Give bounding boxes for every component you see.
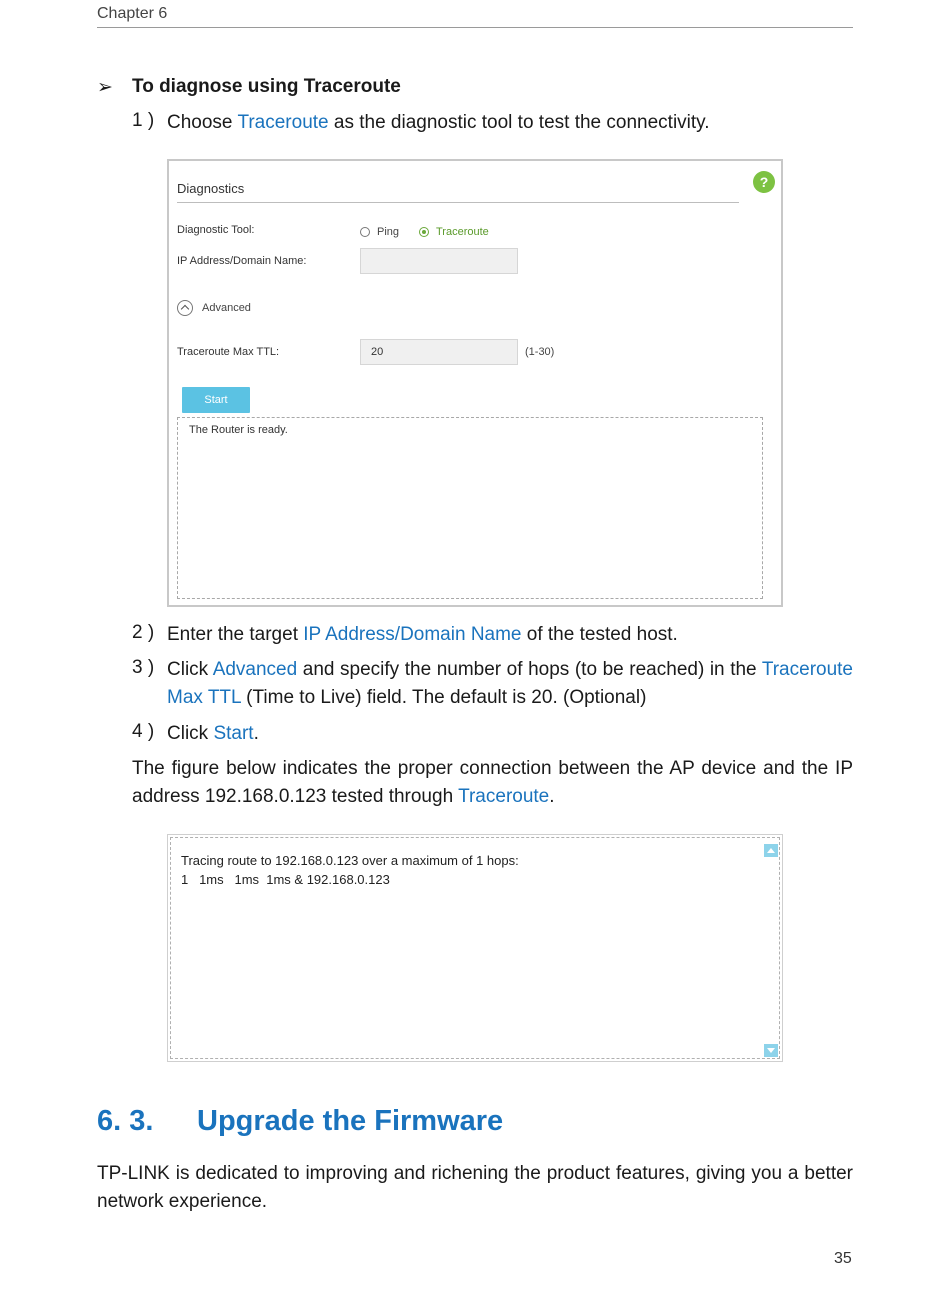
- step-number: 2 ): [132, 622, 155, 643]
- traceroute-term: Traceroute: [458, 786, 550, 807]
- page-number: 35: [834, 1250, 852, 1267]
- step-number: 4 ): [132, 721, 155, 742]
- status-text: The Router is ready.: [189, 424, 288, 436]
- ttl-input[interactable]: 20: [360, 339, 518, 365]
- ttl-label: Traceroute Max TTL:: [177, 346, 280, 358]
- trace-output-area: [170, 837, 780, 1059]
- header-divider: [97, 27, 853, 28]
- advanced-term: Advanced: [212, 659, 298, 680]
- ip-address-label: IP Address/Domain Name:: [177, 255, 307, 267]
- scroll-down-icon[interactable]: [764, 1044, 778, 1057]
- advanced-label: Advanced: [202, 302, 251, 314]
- advanced-toggle[interactable]: [177, 300, 251, 316]
- start-term: Start: [213, 723, 254, 744]
- figure-intro: The figure below indicates the proper connection between the AP device and the IP address 192.168.0.123 tested through Traceroute.: [132, 758, 853, 807]
- step-text: Choose Traceroute as the diagnostic tool to test the connectivity.: [167, 112, 710, 133]
- diagnostic-tool-label: Diagnostic Tool:: [177, 224, 255, 236]
- ttl-term: Traceroute Max TTL: [167, 659, 853, 708]
- step-text: Click Start.: [167, 723, 259, 744]
- arrow-bullet-icon: ➢: [97, 77, 113, 98]
- trace-line: 1 1ms 1ms 1ms & 192.168.0.123: [181, 872, 390, 887]
- panel-title: Diagnostics: [177, 181, 245, 196]
- radio-selected-icon: [419, 227, 429, 237]
- ping-radio-label: Ping: [377, 226, 400, 238]
- radio-circle-icon: [360, 227, 370, 237]
- chapter-label: Chapter 6: [97, 5, 168, 22]
- ping-radio[interactable]: [360, 226, 399, 238]
- help-icon[interactable]: ?: [753, 171, 775, 193]
- start-button[interactable]: Start: [182, 387, 250, 413]
- trace-line: Tracing route to 192.168.0.123 over a maximum of 1 hops:: [181, 853, 519, 868]
- scroll-up-icon[interactable]: [764, 844, 778, 857]
- panel-divider: [177, 202, 739, 203]
- ip-address-term: IP Address/Domain Name: [303, 624, 522, 645]
- traceroute-term: Traceroute: [237, 112, 329, 133]
- step-number: 3 ): [132, 657, 155, 678]
- ttl-range-hint: (1-30): [525, 346, 555, 358]
- traceroute-radio[interactable]: [419, 226, 489, 238]
- step-text: Enter the target IP Address/Domain Name of the tested host.: [167, 624, 678, 645]
- section-title: Upgrade the Firmware: [197, 1105, 504, 1137]
- trace-output-panel: [167, 834, 783, 1062]
- section-number: 6. 3.: [97, 1105, 154, 1137]
- step-number: 1 ): [132, 110, 155, 131]
- body-paragraph: TP-LINK is dedicated to improving and richening the product features, giving you a better network experience.: [97, 1163, 853, 1212]
- trace-output-text: [181, 851, 519, 889]
- diagnostic-result-area: [177, 417, 763, 599]
- ip-address-input[interactable]: [360, 248, 518, 274]
- step-text: Click Advanced and specify the number of hops (to be reached) in the Traceroute Max TTL (Time to Live) field. The default is 20. (Optional): [167, 659, 853, 708]
- procedure-heading: To diagnose using Traceroute: [132, 76, 401, 97]
- chevron-up-icon: [177, 300, 193, 316]
- traceroute-radio-label: Traceroute: [436, 226, 489, 238]
- diagnostics-panel: [167, 159, 783, 607]
